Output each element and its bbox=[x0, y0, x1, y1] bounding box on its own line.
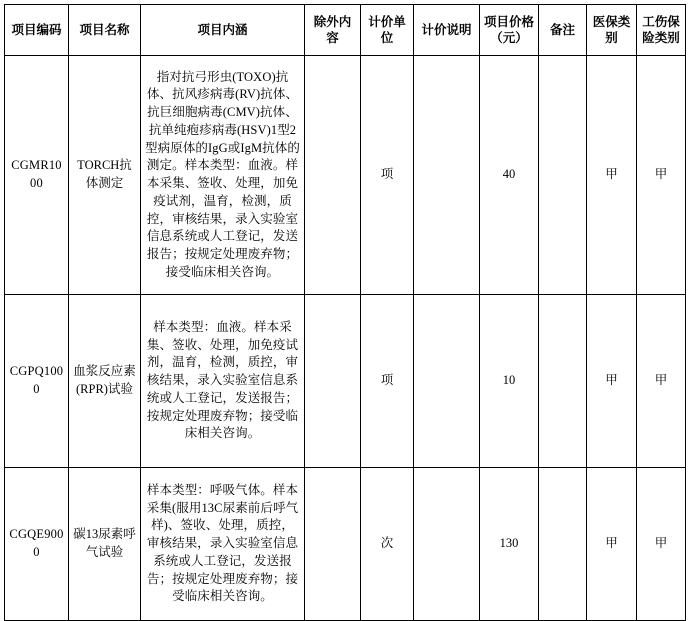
column-header-unit: 计价单位 bbox=[361, 5, 414, 56]
cell-remark bbox=[539, 56, 587, 295]
cell-insurance-category: 甲 bbox=[587, 56, 637, 295]
cell-work-injury-category: 甲 bbox=[637, 295, 686, 468]
cell-pricing-note bbox=[414, 468, 480, 621]
medical-price-table bbox=[4, 4, 686, 621]
table-header bbox=[5, 5, 686, 56]
cell-insurance-category: 甲 bbox=[587, 295, 637, 468]
cell-code: CGPQ1000 bbox=[5, 295, 69, 468]
column-header-work-injury-category: 工伤保险类别 bbox=[637, 5, 686, 56]
table-row bbox=[5, 295, 686, 468]
cell-unit: 项 bbox=[361, 295, 414, 468]
cell-remark bbox=[539, 468, 587, 621]
cell-name: TORCH抗体测定 bbox=[69, 56, 141, 295]
cell-price: 40 bbox=[480, 56, 539, 295]
column-header-name: 项目名称 bbox=[69, 5, 141, 56]
cell-code: CGMR1000 bbox=[5, 56, 69, 295]
cell-description: 样本类型：呼吸气体。样本采集(服用13C尿素前后呼气样)、签收、处理，质控，审核结果，录入实验室信息系统或人工登记，发送报告；按规定处理废弃物；接受临床相关咨询。 bbox=[141, 468, 305, 621]
cell-name: 血浆反应素(RPR)试验 bbox=[69, 295, 141, 468]
table-body bbox=[5, 56, 686, 621]
column-header-insurance-category: 医保类别 bbox=[587, 5, 637, 56]
cell-insurance-category: 甲 bbox=[587, 468, 637, 621]
cell-exclusion bbox=[305, 468, 361, 621]
cell-price: 130 bbox=[480, 468, 539, 621]
cell-pricing-note bbox=[414, 56, 480, 295]
cell-pricing-note bbox=[414, 295, 480, 468]
cell-work-injury-category: 甲 bbox=[637, 56, 686, 295]
column-header-remark: 备注 bbox=[539, 5, 587, 56]
cell-description: 指对抗弓形虫(TOXO)抗体、抗风疹病毒(RV)抗体、抗巨细胞病毒(CMV)抗体、抗单纯疱疹病毒(HSV)1型2型病原体的IgG或IgM抗体的测定。样本类型：血液。样本采集、签收、处理，加免疫试剂，温育，检测，质控，审核结果，录入实验室信息系统或人工登记，发送报告；按规定处理废弃物；接受临床相关咨询。 bbox=[141, 56, 305, 295]
cell-exclusion bbox=[305, 295, 361, 468]
table-header-row bbox=[5, 5, 686, 56]
cell-description: 样本类型：血液。样本采集、签收、处理，加免疫试剂，温育，检测，质控，审核结果，录入实验室信息系统或人工登记，发送报告；按规定处理废弃物；接受临床相关咨询。 bbox=[141, 295, 305, 468]
column-header-code: 项目编码 bbox=[5, 5, 69, 56]
column-header-price: 项目价格（元） bbox=[480, 5, 539, 56]
table-row bbox=[5, 468, 686, 621]
cell-unit: 次 bbox=[361, 468, 414, 621]
table-row bbox=[5, 56, 686, 295]
cell-unit: 项 bbox=[361, 56, 414, 295]
cell-name: 碳13尿素呼气试验 bbox=[69, 468, 141, 621]
column-header-description: 项目内涵 bbox=[141, 5, 305, 56]
cell-exclusion bbox=[305, 56, 361, 295]
column-header-exclusion: 除外内容 bbox=[305, 5, 361, 56]
cell-remark bbox=[539, 295, 587, 468]
cell-code: CGQE9000 bbox=[5, 468, 69, 621]
cell-work-injury-category: 甲 bbox=[637, 468, 686, 621]
cell-price: 10 bbox=[480, 295, 539, 468]
column-header-pricing-note: 计价说明 bbox=[414, 5, 480, 56]
